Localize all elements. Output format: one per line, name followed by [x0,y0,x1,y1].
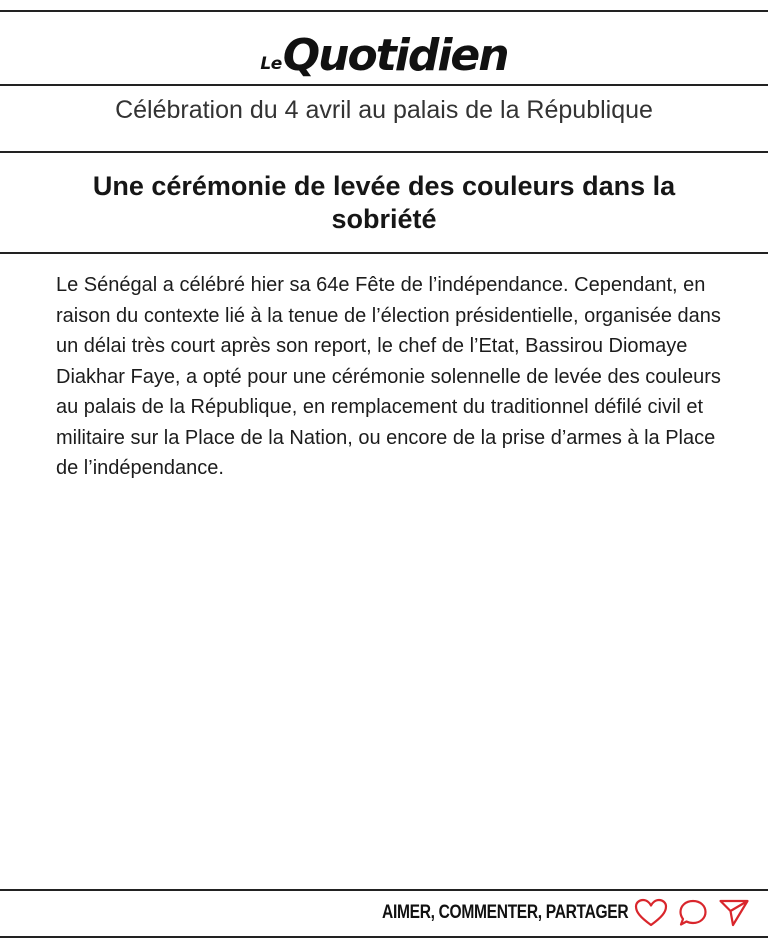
footer-top-rule [0,889,768,891]
masthead-rule [0,84,768,86]
article-kicker: Célébration du 4 avril au palais de la République [115,96,653,124]
article-body: Le Sénégal a célébré hier sa 64e Fête de l’indépendance. Cependant, en raison du contexte lié à la tenue de l’élection présidentielle, organisée dans un délai très court après son report, le chef de l’Etat, Bassirou Diomaye Diakhar Faye, a opté pour une cérémonie solennelle de levée des couleurs au palais de la République, en remplacement du traditionnel défilé civil et militaire sur la Place de la Nation, ou encore de la prise d’armes à la Place de l’indépendance. [56,274,721,479]
top-rule [0,10,768,12]
kicker-rule [0,151,768,153]
share-icon[interactable] [718,898,750,928]
social-cta-label: AIMER, COMMENTER, PARTAGER [381,902,628,923]
masthead-logo [0,16,768,82]
heart-icon[interactable] [634,898,668,928]
logo-prefix: Le [260,54,282,74]
logo-name: Quotidien [282,30,508,81]
article-headline: Une cérémonie de levée des couleurs dans la sobriété [92,171,676,234]
headline-rule [0,252,768,254]
bottom-rule [0,936,768,938]
social-actions-bar [328,895,750,931]
comment-icon[interactable] [678,898,708,928]
